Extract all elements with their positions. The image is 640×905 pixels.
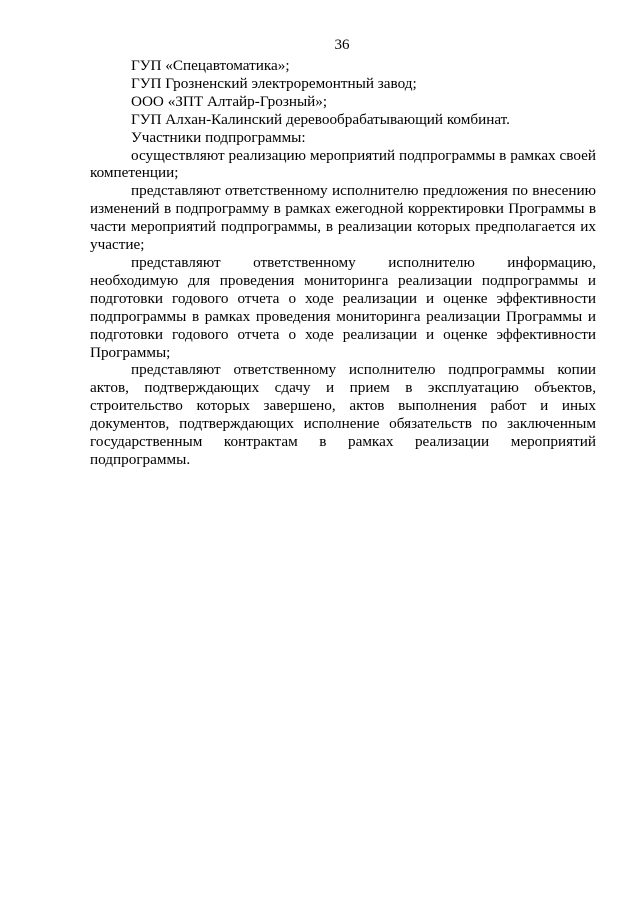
paragraph-org-electrorepair-plant: ГУП Грозненский электроремонтный завод; xyxy=(131,74,417,92)
paragraph-duty-implement: осуществляют реализацию мероприятий подпрограммы в рамках своей компетенции; xyxy=(90,146,596,182)
paragraph-duty-information: представляют ответственному исполнителю информацию, необходимую для проведения мониторинга реализации подпрограммы и подготовки годового отчета о ходе реализации и оценке эффективности подпрограммы в рамках проведения мониторинга реализации Программы и подготовки годового отчета о ходе реализации и оценке эффективности Программы; xyxy=(90,253,596,361)
paragraph-org-woodworking-plant: ГУП Алхан-Калинский деревообрабатывающий комбинат. xyxy=(131,110,510,128)
page-number: 36 xyxy=(334,37,350,53)
paragraph-org-zpt-altair: ООО «ЗПТ Алтайр-Грозный»; xyxy=(131,92,328,110)
paragraph-duty-act-copies: представляют ответственному исполнителю подпрограммы копии актов, подтверждающих сдачу и прием в эксплуатацию объектов, строительство которых завершено, актов выполнения работ и иных документов, подтверждающих исполнение обязательств по заключенным государственным контрактам в рамках реализации мероприятий подпрограммы. xyxy=(90,361,596,468)
paragraph-org-spetsavtomatika: ГУП «Спецавтоматика»; xyxy=(131,57,290,74)
paragraph-duty-proposals: представляют ответственному исполнителю предложения по внесению изменений в подпрограмму в рамках ежегодной корректировки Программы в части мероприятий подпрограммы, в реализации которых предполагается их участие; xyxy=(90,182,596,254)
body-text xyxy=(90,57,596,469)
paragraph-participants-heading: Участники подпрограммы: xyxy=(131,128,306,146)
